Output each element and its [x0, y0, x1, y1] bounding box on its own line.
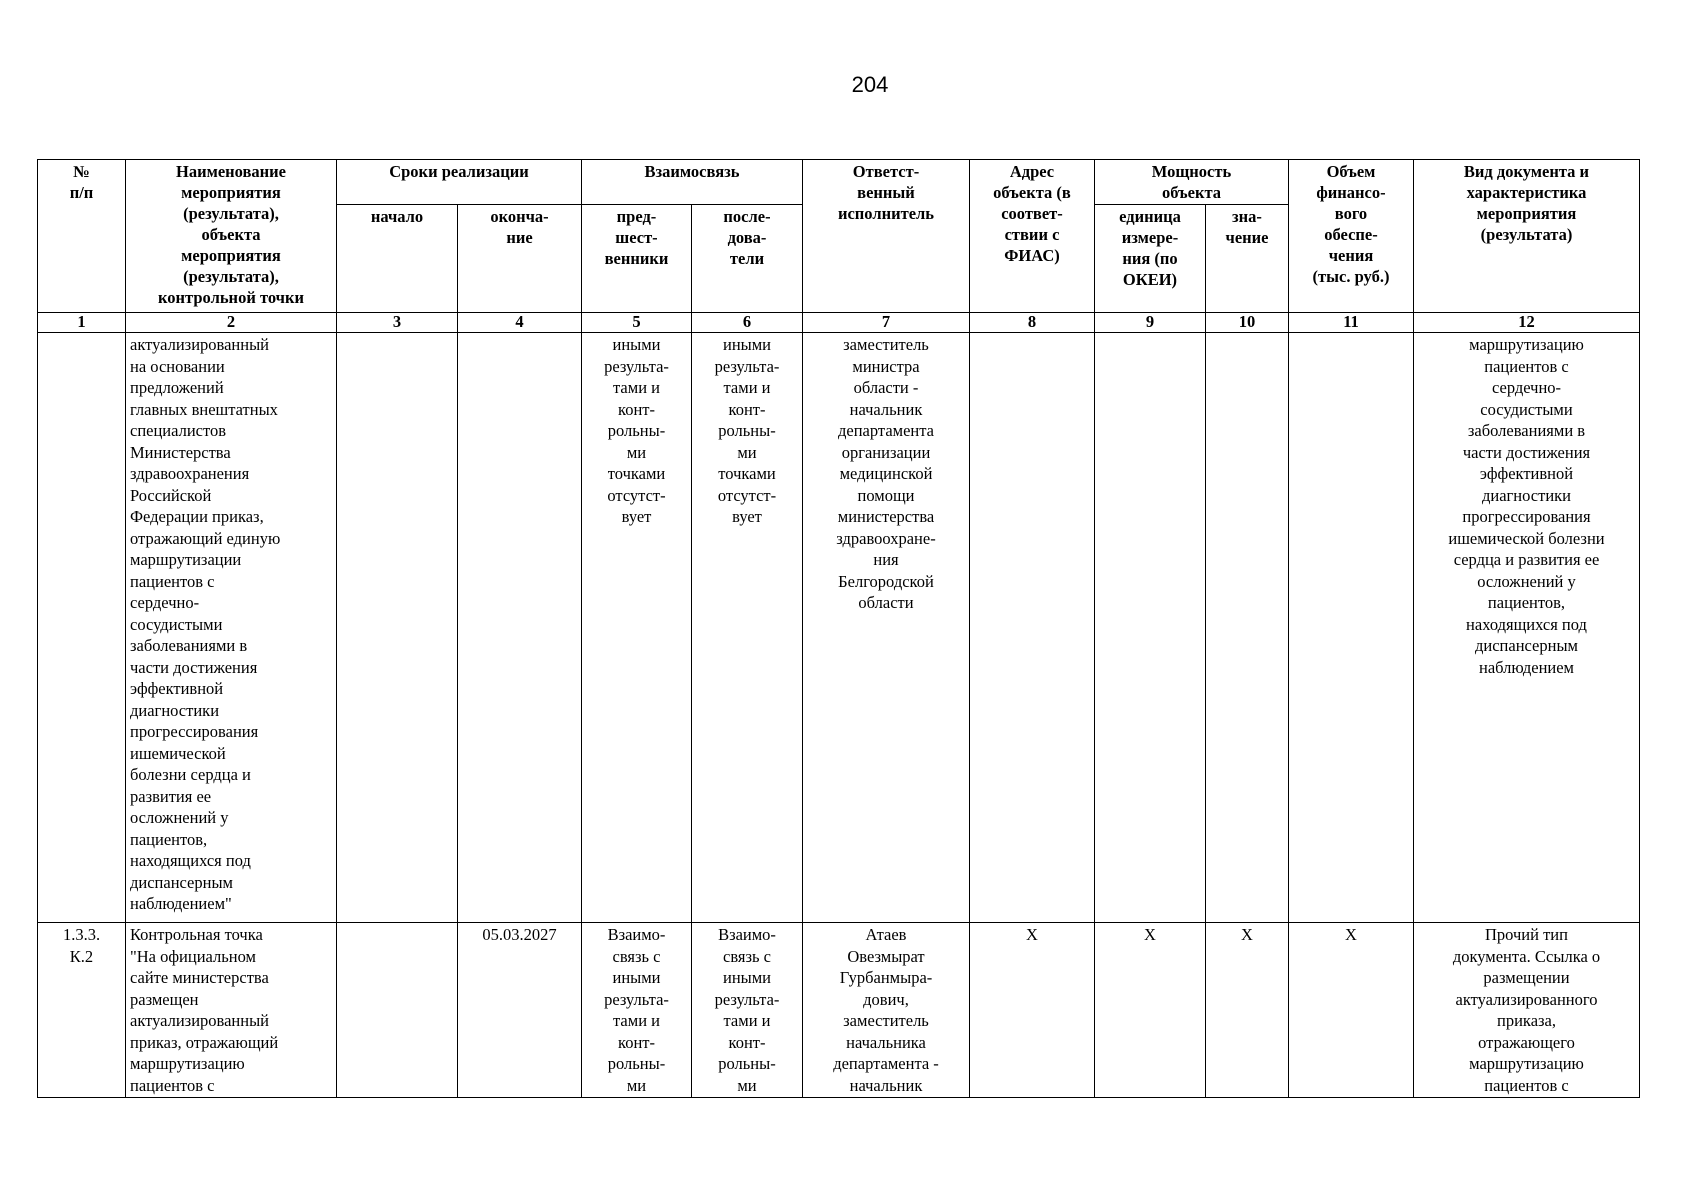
header-address: Адрес объекта (в соответ- ствии с ФИАС) — [970, 160, 1095, 313]
row-doc: маршрутизацию пациентов с сердечно- сосудистыми заболеваниями в части достижения эффективной диагностики прогрессирования ишемической болезни сердца и развития ее осложнений у пациентов, находящихся под диспансерным наблюдением — [1414, 333, 1640, 923]
row-start — [337, 923, 458, 1098]
col-number: 1 — [38, 313, 126, 333]
header-relation: Взаимосвязь — [582, 160, 803, 205]
plan-table — [37, 159, 1640, 1098]
col-number: 8 — [970, 313, 1095, 333]
col-number: 10 — [1206, 313, 1289, 333]
row-name: Контрольная точка "На официальном сайте министерства размещен актуализированный приказ, отражающий маршрутизацию пациентов с — [126, 923, 337, 1098]
row-funding: X — [1289, 923, 1414, 1098]
col-number: 7 — [803, 313, 970, 333]
header-end: оконча- ние — [458, 205, 582, 313]
col-number: 5 — [582, 313, 692, 333]
col-number: 3 — [337, 313, 458, 333]
header-capacity: Мощность объекта — [1095, 160, 1289, 205]
header-name: Наименование мероприятия (результата), объекта мероприятия (результата), контрольной точки — [126, 160, 337, 313]
row-predecessors: Взаимо- связь с иными результа- тами и конт- рольны- ми — [582, 923, 692, 1098]
header-responsible: Ответст- венный исполнитель — [803, 160, 970, 313]
column-number-row — [38, 313, 1640, 333]
row-address: X — [970, 923, 1095, 1098]
row-unit: X — [1095, 923, 1206, 1098]
header-funding: Объем финансо- вого обеспе- чения (тыс. руб.) — [1289, 160, 1414, 313]
col-number: 6 — [692, 313, 803, 333]
header-num: № п/п — [38, 160, 126, 313]
header-unit: единица измере- ния (по ОКЕИ) — [1095, 205, 1206, 313]
col-number: 11 — [1289, 313, 1414, 333]
header-start: начало — [337, 205, 458, 313]
header-row-top — [38, 160, 1640, 205]
row-name: актуализированный на основании предложений главных внештатных специалистов Министерства здравоохранения Российской Федерации приказ, отражающий единую маршрутизации пациентов с сердечно- сосудистыми заболеваниями в части достижения эффективной диагностики прогрессирования ишемической болезни сердца и развития ее осложнений у пациентов, находящихся под диспансерным наблюдением" — [126, 333, 337, 923]
row-responsible: заместитель министра области - начальник департамента организации медицинской помощи министерства здравоохране- ния Белгородской области — [803, 333, 970, 923]
col-number: 4 — [458, 313, 582, 333]
col-number: 12 — [1414, 313, 1640, 333]
row-start — [337, 333, 458, 923]
row-num — [38, 333, 126, 923]
table-row — [38, 333, 1640, 923]
row-end: 05.03.2027 — [458, 923, 582, 1098]
row-responsible: Атаев Овезмырат Гурбанмыра- дович, заместитель начальника департамента - начальник — [803, 923, 970, 1098]
header-successors: после- дова- тели — [692, 205, 803, 313]
header-terms: Сроки реализации — [337, 160, 582, 205]
header-predecessors: пред- шест- венники — [582, 205, 692, 313]
row-value — [1206, 333, 1289, 923]
col-number: 9 — [1095, 313, 1206, 333]
row-successors: иными результа- тами и конт- рольны- ми точками отсутст- вует — [692, 333, 803, 923]
row-num: 1.3.3. К.2 — [38, 923, 126, 1098]
row-successors: Взаимо- связь с иными результа- тами и конт- рольны- ми — [692, 923, 803, 1098]
table-row — [38, 923, 1640, 1098]
row-end — [458, 333, 582, 923]
page-number: 204 — [851, 72, 889, 97]
row-address — [970, 333, 1095, 923]
header-doc-type: Вид документа и характеристика мероприятия (результата) — [1414, 160, 1640, 313]
row-doc: Прочий тип документа. Ссылка о размещении актуализированного приказа, отражающего маршрутизацию пациентов с — [1414, 923, 1640, 1098]
row-funding — [1289, 333, 1414, 923]
header-value: зна- чение — [1206, 205, 1289, 313]
row-value: X — [1206, 923, 1289, 1098]
col-number: 2 — [126, 313, 337, 333]
row-unit — [1095, 333, 1206, 923]
row-predecessors: иными результа- тами и конт- рольны- ми точками отсутст- вует — [582, 333, 692, 923]
